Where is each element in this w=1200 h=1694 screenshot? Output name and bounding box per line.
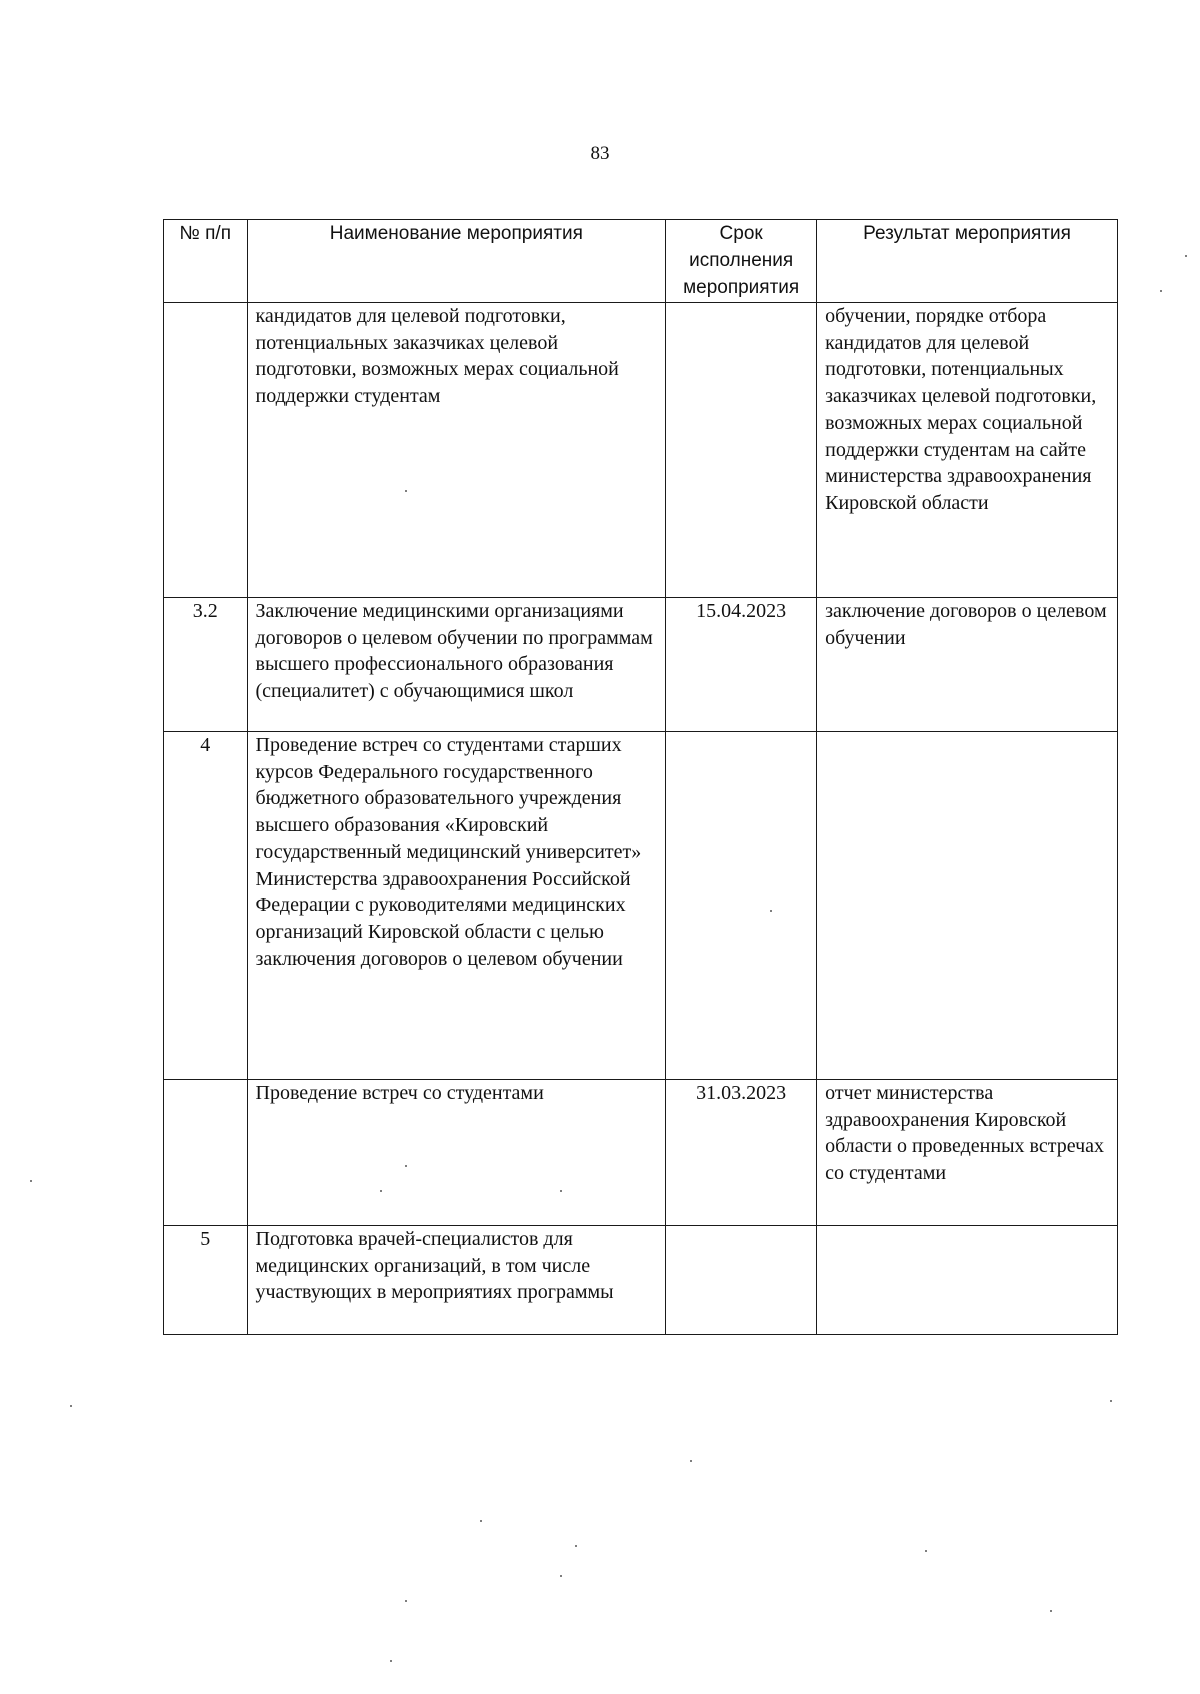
scan-speck (1160, 290, 1162, 292)
header-number: № п/п (164, 220, 248, 303)
row-deadline (666, 1226, 817, 1335)
page-number: 83 (590, 143, 610, 164)
scan-speck (405, 1165, 407, 1167)
scan-speck (405, 1600, 407, 1602)
row-event-name: Проведение встреч со студентами старших курсов Федерального государственного бюджетного образовательного учреждения высшего образования «Кировский государственный медицинский университет» Министерства здравоохранения Российской Федерации с руководителями медицинских организаций Кировской области с целью заключения договоров о целевом обучении (247, 732, 666, 1080)
header-event-name: Наименование мероприятия (247, 220, 666, 303)
row-result (817, 1226, 1118, 1335)
row-number: 3.2 (164, 598, 248, 732)
scan-speck (30, 1180, 32, 1182)
row-number (164, 1080, 248, 1226)
scan-speck (380, 1190, 382, 1192)
table-header-row (164, 220, 1118, 303)
row-event-name: Проведение встреч со студентами (247, 1080, 666, 1226)
table-row (164, 303, 1118, 598)
row-result: отчет министерства здравоохранения Кировской области о проведенных встречах со студентами (817, 1080, 1118, 1226)
header-deadline: Срок исполнения мероприятия (666, 220, 817, 303)
scan-speck (405, 490, 407, 492)
row-number (164, 303, 248, 598)
table-row (164, 1226, 1118, 1335)
row-deadline (666, 303, 817, 598)
scan-speck (1110, 1400, 1112, 1402)
events-table (163, 219, 1118, 1335)
scan-speck (925, 1550, 927, 1552)
row-number: 4 (164, 732, 248, 1080)
scan-speck (770, 910, 772, 912)
row-result (817, 732, 1118, 1080)
table-row (164, 1080, 1118, 1226)
row-result: обучении, порядке отбора кандидатов для целевой подготовки, потенциальных заказчиках целевой подготовки, возможных мерах социальной поддержки студентам на сайте министерства здравоохранения Кировской области (817, 303, 1118, 598)
scan-speck (1185, 255, 1187, 257)
scan-speck (1050, 1610, 1052, 1612)
table-row (164, 598, 1118, 732)
scan-speck (560, 1575, 562, 1577)
scan-speck (575, 1545, 577, 1547)
scan-speck (70, 1405, 72, 1407)
scan-speck (560, 1190, 562, 1192)
row-deadline: 31.03.2023 (666, 1080, 817, 1226)
row-event-name: кандидатов для целевой подготовки, потенциальных заказчиках целевой подготовки, возможных мерах социальной поддержки студентам (247, 303, 666, 598)
header-result: Результат мероприятия (817, 220, 1118, 303)
row-event-name: Заключение медицинскими организациями договоров о целевом обучении по программам высшего профессионального образования (специалитет) с обучающимися школ (247, 598, 666, 732)
row-result: заключение договоров о целевом обучении (817, 598, 1118, 732)
table-row (164, 732, 1118, 1080)
scan-speck (390, 1660, 392, 1662)
row-number: 5 (164, 1226, 248, 1335)
row-event-name: Подготовка врачей-специалистов для медицинских организаций, в том числе участвующих в мероприятиях программы (247, 1226, 666, 1335)
row-deadline (666, 732, 817, 1080)
scan-speck (690, 1460, 692, 1462)
scan-speck (480, 1520, 482, 1522)
row-deadline: 15.04.2023 (666, 598, 817, 732)
